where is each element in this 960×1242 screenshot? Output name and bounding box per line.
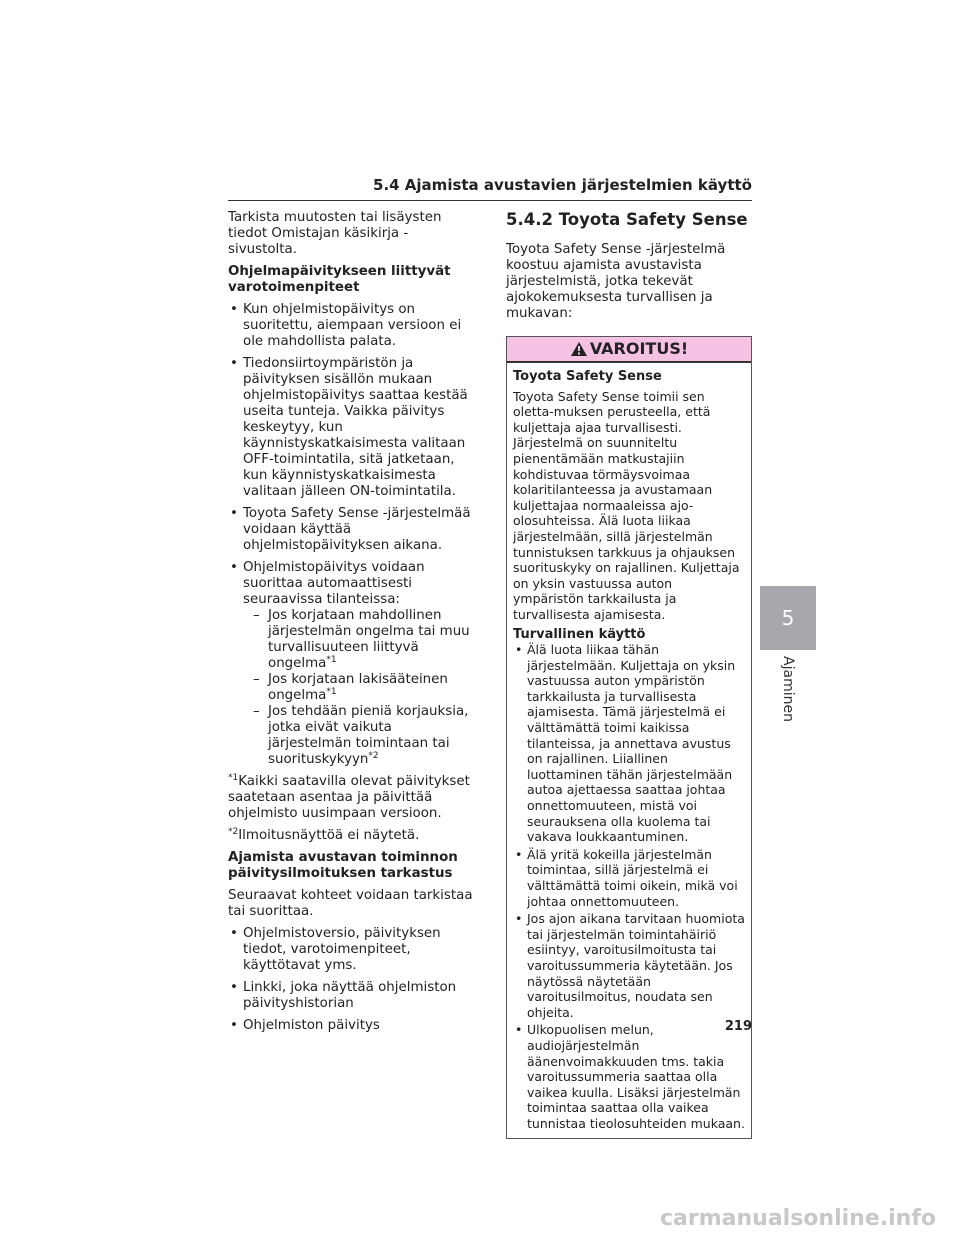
list-item: • Ohjelmistoversio, päivityksen tiedot, varotoimenpiteet, käyttötavat yms. — [228, 926, 476, 974]
header-divider — [228, 200, 752, 201]
footnote-ref: *2 — [368, 751, 379, 761]
warning-title: VAROITUS! — [589, 339, 689, 358]
dash-text: Jos tehdään pieniä korjauksia, jotka eivät vaikuta järjestelmän toimintaan tai suorituskykyyn — [268, 704, 469, 767]
warning-subheading: Turvallinen käyttö — [513, 626, 646, 642]
list-item: • Ulkopuolisen melun, audiojärjestelmän äänenvoimakkuuden tms. takia varoitussummeria saattaa olla vaikea kuulla. Lisäksi järjestelmän toimintaa saattaa olla vaikea tunnistaa tieolosuhteiden mukaan. — [513, 1022, 745, 1131]
list-item: • Älä luota liikaa tähän järjestelmään. Kuljettaja on yksin vastuussa auton ympäristön tarkkailusta ja turvallisesta ajamisesta. Tämä järjestelmä ei välttämättä toimi kaikissa tilanteissa, ja annettava avustus on rajallinen. Liiallinen luottaminen tähän järjestelmään autoa ajettaessa saattaa johtaa onnettomuuteen, mistä voi seurauksena olla kuolema tai vakava loukkaantuminen. — [513, 642, 745, 845]
heading-update-notification: Ajamista avustavan toiminnon päivitysilmoituksen tarkastus — [228, 850, 458, 881]
list-item: • Tiedonsiirtoympäristön ja päivityksen sisällön mukaan ohjelmistopäivitys saattaa kestää useita tunteja. Vaikka päivitys keskeytyy, kun käynnistyskatkaisimesta valitaan OFF-toimintatila, sitä jatketaan, kun käynnistyskatkaisimesta valitaan jälleen ON-toimintatila. — [228, 356, 476, 500]
right-column — [506, 210, 752, 1139]
list-item — [253, 704, 476, 768]
footnote-mark: *2 — [228, 827, 239, 837]
checkable-items-list — [228, 926, 476, 1034]
list-item — [253, 608, 476, 672]
dash-text: Jos korjataan mahdollinen järjestelmän ongelma tai muu turvallisuuteen liittyvä ongelma — [268, 608, 470, 671]
footnote-1 — [228, 774, 476, 822]
dash-text: Jos korjataan lakisääteinen ongelma — [268, 672, 448, 703]
list-item: • Toyota Safety Sense -järjestelmää voidaan käyttää ohjelmistopäivityksen aikana. — [228, 506, 476, 554]
footnote-ref: *1 — [326, 687, 337, 697]
chapter-label-container — [760, 654, 816, 724]
heading-update-precautions: Ohjelmapäivitykseen liittyvät varotoimenpiteet — [228, 264, 451, 295]
list-item — [253, 672, 476, 704]
warning-heading: Toyota Safety Sense — [513, 369, 662, 384]
list-item: • Linkki, joka näyttää ohjelmiston päivityshistorian — [228, 980, 476, 1012]
chapter-label: Ajaminen — [780, 656, 796, 722]
list-item — [228, 560, 476, 768]
list-item: • Jos ajon aikana tarvitaan huomiota tai järjestelmän toimintahäiriö esiintyy, varoitusilmoitusta tai varoitussummeria käytetään. Jos näytössä näytetään varoitusilmoitus, noudata sen ohjeita. — [513, 911, 745, 1020]
section-title: 5.4.2 Toyota Safety Sense — [506, 210, 748, 229]
precautions-list — [228, 302, 476, 768]
list-item: • Älä yritä kokeilla järjestelmän toimintaa, sillä järjestelmä ei välttämättä toimi oikein, mikä voi johtaa onnettomuuteen. — [513, 847, 745, 909]
section-intro: Toyota Safety Sense -järjestelmä koostuu ajamista avustavista järjestelmistä, jotka tekevät ajokokemuksesta turvallisen ja mukavan: — [506, 242, 726, 321]
footnote-2 — [228, 828, 476, 844]
footnote-ref: *1 — [326, 655, 337, 665]
list-item: • Ohjelmiston päivitys — [228, 1018, 476, 1034]
watermark: carmanualsonline.info — [660, 1206, 936, 1231]
paragraph: Seuraavat kohteet voidaan tarkistaa tai suorittaa. — [228, 888, 473, 919]
auto-update-situations — [243, 608, 476, 768]
footnote-text: Ilmoitusnäyttöä ei näytetä. — [238, 828, 420, 843]
left-column — [228, 210, 476, 1040]
warning-header — [507, 337, 751, 363]
warning-triangle-icon — [570, 341, 588, 357]
page-header-title: 5.4 Ajamista avustavien järjestelmien käyttö — [373, 176, 752, 194]
footnote-text: Kaikki saatavilla olevat päivitykset saatetaan asentaa ja päivittää ohjelmisto uusimpaan versioon. — [228, 774, 470, 821]
intro-text: Tarkista muutosten tai lisäysten tiedot Omistajan käsikirja -sivustolta. — [228, 210, 442, 257]
warning-paragraph: Toyota Safety Sense toimii sen oletta-muksen perusteella, että kuljettaja ajaa turvallisesti. Järjestelmä on suunniteltu pienentämään matkustajiin kohdistuvaa törmäysvoimaa kolaritilanteessa ja avustamaan kuljettajaa normaaleissa ajo-olosuhteissa. Älä luota liikaa järjestelmään, sillä järjestelmän tunnistuksen tarkkuus ja ohjauksen suorituskyky on rajallinen. Kuljettaja on yksin vastuussa auton ympäristön tarkkailusta ja turvallisesta ajamisesta. — [513, 388, 740, 622]
list-item: • Kun ohjelmistopäivitys on suoritettu, aiempaan versioon ei ole mahdollista palata. — [228, 302, 476, 350]
chapter-number: 5 — [781, 606, 795, 630]
safe-use-list — [513, 642, 745, 1131]
chapter-tab — [760, 586, 816, 650]
list-item-text: Ohjelmistopäivitys voidaan suorittaa automaattisesti seuraavissa tilanteissa: — [243, 560, 425, 607]
page-number: 219 — [724, 1019, 752, 1034]
footnote-mark: *1 — [228, 773, 239, 783]
